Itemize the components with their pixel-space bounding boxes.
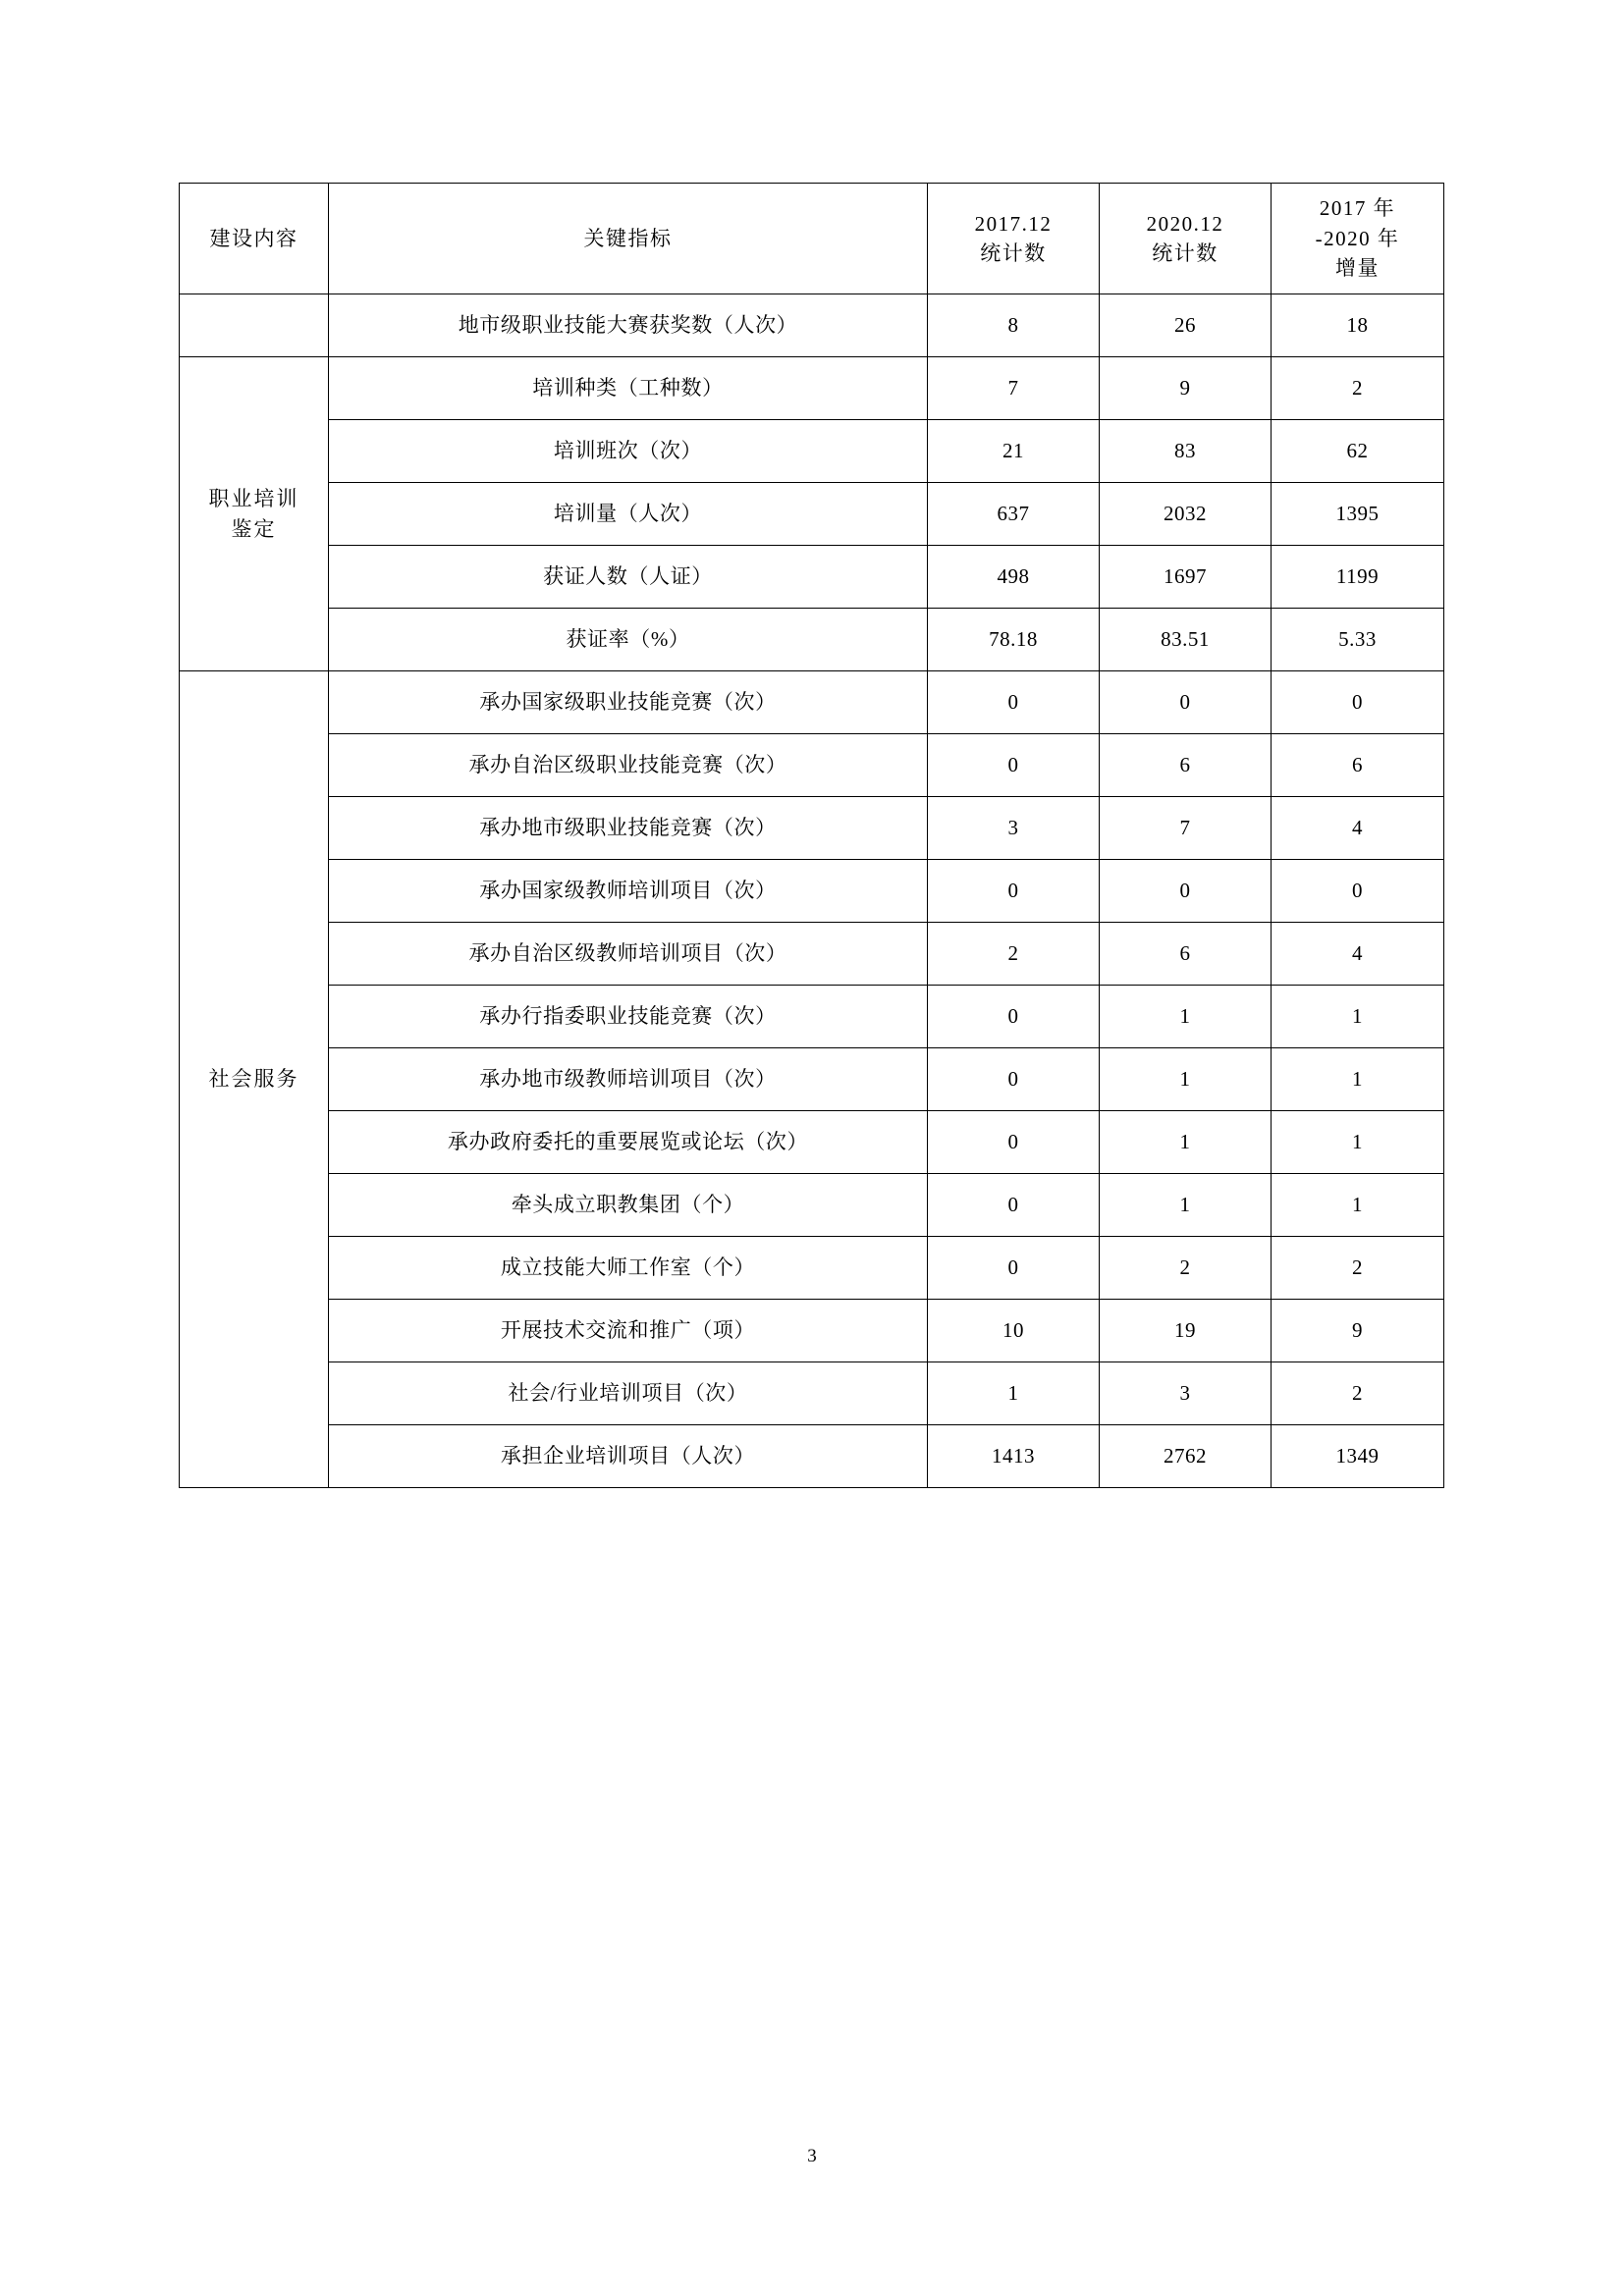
indicator-label: 培训量（人次） bbox=[329, 483, 928, 546]
value-delta: 2 bbox=[1272, 1362, 1444, 1425]
value-2017: 0 bbox=[928, 1174, 1100, 1237]
group-label-vocational-training bbox=[180, 357, 329, 671]
value-2020: 0 bbox=[1100, 671, 1272, 734]
indicator-label: 成立技能大师工作室（个） bbox=[329, 1237, 928, 1300]
value-2020: 1697 bbox=[1100, 546, 1272, 609]
value-2020: 19 bbox=[1100, 1300, 1272, 1362]
value-2020: 1 bbox=[1100, 1174, 1272, 1237]
value-delta: 4 bbox=[1272, 797, 1444, 860]
value-delta: 1 bbox=[1272, 986, 1444, 1048]
value-2017: 7 bbox=[928, 357, 1100, 420]
indicator-label: 承办自治区级职业技能竞赛（次） bbox=[329, 734, 928, 797]
value-2017: 21 bbox=[928, 420, 1100, 483]
header-2017-line1: 2017.12 bbox=[974, 211, 1053, 236]
indicator-label: 开展技术交流和推广（项） bbox=[329, 1300, 928, 1362]
value-delta: 5.33 bbox=[1272, 609, 1444, 671]
indicator-label: 社会/行业培训项目（次） bbox=[329, 1362, 928, 1425]
group-label-line2: 鉴定 bbox=[231, 516, 277, 541]
table-row bbox=[180, 986, 1444, 1048]
value-delta: 2 bbox=[1272, 1237, 1444, 1300]
table-row bbox=[180, 671, 1444, 734]
group-label-line1: 职业培训 bbox=[208, 487, 299, 511]
value-2020: 2032 bbox=[1100, 483, 1272, 546]
value-delta: 1 bbox=[1272, 1111, 1444, 1174]
value-delta: 1349 bbox=[1272, 1425, 1444, 1488]
value-2020: 3 bbox=[1100, 1362, 1272, 1425]
value-2017: 0 bbox=[928, 671, 1100, 734]
value-2020: 26 bbox=[1100, 294, 1272, 357]
table-row bbox=[180, 1174, 1444, 1237]
table-row bbox=[180, 1425, 1444, 1488]
value-2017: 0 bbox=[928, 860, 1100, 923]
value-delta: 0 bbox=[1272, 860, 1444, 923]
table-row bbox=[180, 1048, 1444, 1111]
value-2017: 1 bbox=[928, 1362, 1100, 1425]
indicator-label: 承办行指委职业技能竞赛（次） bbox=[329, 986, 928, 1048]
indicator-label: 承办国家级教师培训项目（次） bbox=[329, 860, 928, 923]
value-2020: 0 bbox=[1100, 860, 1272, 923]
page-number: 3 bbox=[807, 2146, 817, 2166]
value-delta: 1395 bbox=[1272, 483, 1444, 546]
value-2017: 0 bbox=[928, 1111, 1100, 1174]
value-2017: 2 bbox=[928, 923, 1100, 986]
indicator-label: 获证人数（人证） bbox=[329, 546, 928, 609]
header-2020-line1: 2020.12 bbox=[1146, 211, 1224, 236]
indicator-label: 地市级职业技能大赛获奖数（人次） bbox=[329, 294, 928, 357]
statistics-table-container bbox=[179, 183, 1443, 1488]
value-2020: 6 bbox=[1100, 923, 1272, 986]
value-2020: 1 bbox=[1100, 1048, 1272, 1111]
header-key-indicator: 关键指标 bbox=[329, 184, 928, 294]
indicator-label: 承办国家级职业技能竞赛（次） bbox=[329, 671, 928, 734]
header-delta-line3: 增量 bbox=[1335, 256, 1380, 281]
value-delta: 6 bbox=[1272, 734, 1444, 797]
value-delta: 1 bbox=[1272, 1048, 1444, 1111]
table-row bbox=[180, 483, 1444, 546]
indicator-label: 承担企业培训项目（人次） bbox=[329, 1425, 928, 1488]
indicator-label: 牵头成立职教集团（个） bbox=[329, 1174, 928, 1237]
indicator-label: 获证率（%） bbox=[329, 609, 928, 671]
header-2017-count bbox=[928, 184, 1100, 294]
value-2020: 9 bbox=[1100, 357, 1272, 420]
value-2020: 2 bbox=[1100, 1237, 1272, 1300]
value-delta: 4 bbox=[1272, 923, 1444, 986]
table-row bbox=[180, 1237, 1444, 1300]
table-row bbox=[180, 546, 1444, 609]
value-2020: 1 bbox=[1100, 986, 1272, 1048]
table-row bbox=[180, 923, 1444, 986]
header-2020-line2: 统计数 bbox=[1152, 241, 1218, 265]
value-2017: 0 bbox=[928, 1237, 1100, 1300]
table-row bbox=[180, 860, 1444, 923]
value-2020: 6 bbox=[1100, 734, 1272, 797]
table-row bbox=[180, 797, 1444, 860]
table-row bbox=[180, 420, 1444, 483]
value-2017: 10 bbox=[928, 1300, 1100, 1362]
value-delta: 1 bbox=[1272, 1174, 1444, 1237]
group-label-empty bbox=[180, 294, 329, 357]
header-construction-content: 建设内容 bbox=[180, 184, 329, 294]
indicator-label: 培训班次（次） bbox=[329, 420, 928, 483]
value-2017: 0 bbox=[928, 734, 1100, 797]
value-2020: 1 bbox=[1100, 1111, 1272, 1174]
table-row bbox=[180, 1300, 1444, 1362]
table-row bbox=[180, 609, 1444, 671]
value-2020: 7 bbox=[1100, 797, 1272, 860]
table-header-row bbox=[180, 184, 1444, 294]
header-delta-line1: 2017 年 bbox=[1319, 196, 1396, 221]
indicator-label: 承办地市级职业技能竞赛（次） bbox=[329, 797, 928, 860]
table-row bbox=[180, 294, 1444, 357]
indicator-label: 承办地市级教师培训项目（次） bbox=[329, 1048, 928, 1111]
statistics-table bbox=[179, 183, 1444, 1488]
value-2017: 8 bbox=[928, 294, 1100, 357]
indicator-label: 培训种类（工种数） bbox=[329, 357, 928, 420]
header-delta bbox=[1272, 184, 1444, 294]
value-2017: 0 bbox=[928, 1048, 1100, 1111]
table-row bbox=[180, 734, 1444, 797]
value-2017: 637 bbox=[928, 483, 1100, 546]
group-label-social-service: 社会服务 bbox=[180, 671, 329, 1488]
value-2020: 83 bbox=[1100, 420, 1272, 483]
indicator-label: 承办自治区级教师培训项目（次） bbox=[329, 923, 928, 986]
value-2017: 498 bbox=[928, 546, 1100, 609]
value-delta: 18 bbox=[1272, 294, 1444, 357]
value-2017: 0 bbox=[928, 986, 1100, 1048]
value-2017: 3 bbox=[928, 797, 1100, 860]
value-delta: 9 bbox=[1272, 1300, 1444, 1362]
value-delta: 1199 bbox=[1272, 546, 1444, 609]
indicator-label: 承办政府委托的重要展览或论坛（次） bbox=[329, 1111, 928, 1174]
value-2020: 83.51 bbox=[1100, 609, 1272, 671]
value-2017: 78.18 bbox=[928, 609, 1100, 671]
table-row bbox=[180, 1111, 1444, 1174]
value-2020: 2762 bbox=[1100, 1425, 1272, 1488]
header-2020-count bbox=[1100, 184, 1272, 294]
table-row bbox=[180, 1362, 1444, 1425]
header-delta-line2: -2020 年 bbox=[1315, 226, 1400, 250]
value-delta: 0 bbox=[1272, 671, 1444, 734]
value-delta: 2 bbox=[1272, 357, 1444, 420]
value-2017: 1413 bbox=[928, 1425, 1100, 1488]
header-2017-line2: 统计数 bbox=[980, 241, 1047, 265]
value-delta: 62 bbox=[1272, 420, 1444, 483]
table-row bbox=[180, 357, 1444, 420]
